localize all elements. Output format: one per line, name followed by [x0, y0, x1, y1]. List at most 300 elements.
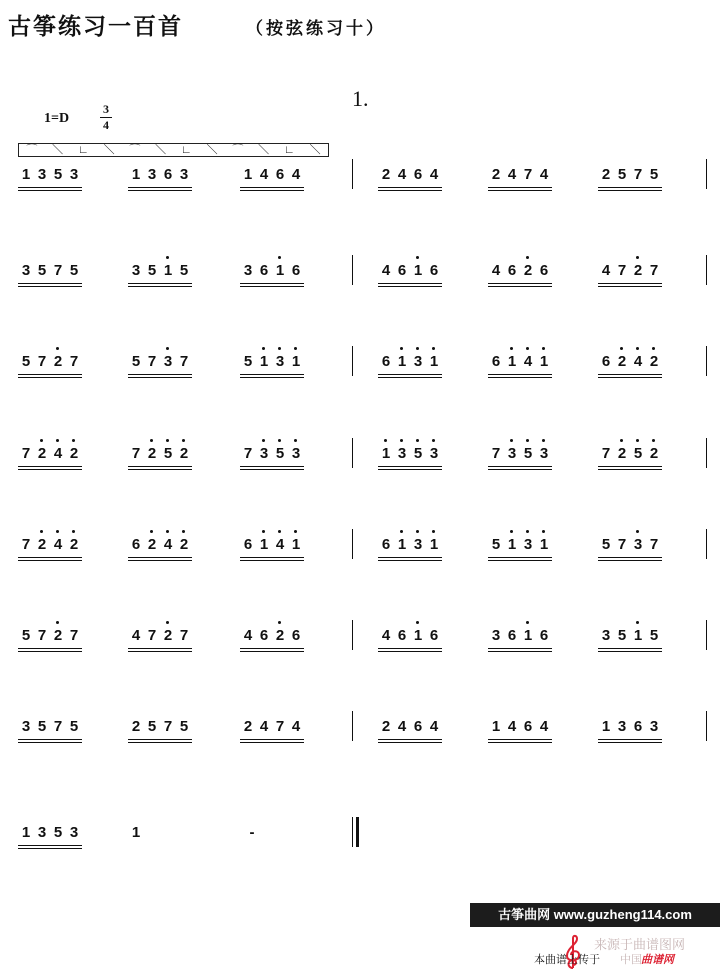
note: 6 — [131, 536, 141, 553]
note: 6 — [259, 262, 269, 279]
underline — [598, 469, 662, 470]
site-banner: 古筝曲网 www.guzheng114.com — [470, 903, 720, 927]
underline — [378, 648, 442, 649]
underline — [18, 848, 82, 849]
note: 5 — [630, 436, 646, 464]
barline — [706, 529, 707, 559]
note: 1 — [601, 718, 611, 735]
underline — [598, 374, 662, 375]
note: 1 — [243, 166, 253, 183]
note: 5 — [601, 536, 611, 553]
note: 2 — [491, 166, 501, 183]
note: 7 — [601, 445, 611, 462]
note: 4 — [491, 262, 501, 279]
underline — [128, 469, 192, 470]
note: 4 — [160, 527, 176, 555]
note: 7 — [275, 718, 285, 735]
note: 2 — [176, 436, 192, 464]
note-group — [378, 436, 442, 468]
note: 3 — [426, 436, 442, 464]
note: 2 — [630, 253, 646, 281]
note-group — [128, 709, 192, 741]
underline — [128, 560, 192, 561]
underline — [18, 377, 82, 378]
note-group — [240, 527, 304, 559]
fingering-mark: ＼ — [155, 144, 167, 156]
note: 1 — [410, 253, 426, 281]
underline — [240, 651, 304, 652]
fingering-mark: ＼ — [206, 144, 218, 156]
underline — [240, 466, 304, 467]
note: 6 — [601, 353, 611, 370]
note: 1 — [504, 344, 520, 372]
note: 3 — [69, 824, 79, 841]
underline — [598, 283, 662, 284]
note: 3 — [410, 527, 426, 555]
underline — [240, 190, 304, 191]
time-signature-top: 3 — [103, 102, 109, 116]
key-signature: 1=D — [44, 111, 70, 126]
note-group — [378, 709, 442, 741]
last-notes — [18, 815, 82, 843]
score-row — [0, 709, 727, 749]
note: 2 — [243, 718, 253, 735]
note: 2 — [34, 527, 50, 555]
note: 7 — [37, 353, 47, 370]
note: 2 — [50, 618, 66, 646]
underline — [488, 469, 552, 470]
note: 4 — [259, 166, 269, 183]
note: 1 — [288, 344, 304, 372]
note: 7 — [69, 627, 79, 644]
underline — [18, 742, 82, 743]
dash: - — [249, 824, 255, 841]
note: 4 — [397, 718, 407, 735]
underline — [18, 845, 82, 846]
note: 5 — [649, 166, 659, 183]
underline — [18, 374, 82, 375]
score-row — [0, 253, 727, 293]
note-group — [598, 157, 662, 189]
note: 4 — [272, 527, 288, 555]
barline — [352, 620, 353, 650]
note: 4 — [539, 166, 549, 183]
note: 5 — [53, 824, 63, 841]
underline — [240, 187, 304, 188]
last-row — [0, 815, 727, 855]
section-mark: 1. — [352, 86, 369, 111]
note-group — [488, 436, 552, 468]
underline — [128, 742, 192, 743]
note: 1 — [256, 527, 272, 555]
note: 4 — [381, 627, 391, 644]
note-group — [598, 436, 662, 468]
fingering-mark: ＼ — [52, 144, 64, 156]
note: 3 — [37, 166, 47, 183]
underline — [240, 742, 304, 743]
underline — [598, 560, 662, 561]
underline — [128, 374, 192, 375]
watermark-site: 曲谱网 — [641, 954, 674, 966]
note: 2 — [131, 718, 141, 735]
note: 1 — [410, 618, 426, 646]
note: 6 — [275, 166, 285, 183]
note-group — [128, 253, 192, 285]
barline — [706, 620, 707, 650]
note: 6 — [507, 627, 517, 644]
underline — [378, 560, 442, 561]
underline — [488, 739, 552, 740]
note: 4 — [630, 344, 646, 372]
underline — [18, 648, 82, 649]
note: 2 — [50, 344, 66, 372]
note: 7 — [649, 536, 659, 553]
note: 3 — [601, 627, 611, 644]
note-group — [18, 709, 82, 741]
fingering-mark: ⌒ — [26, 144, 38, 156]
note-group — [598, 618, 662, 650]
underline — [240, 648, 304, 649]
underline — [488, 742, 552, 743]
note: 7 — [633, 166, 643, 183]
underline — [128, 648, 192, 649]
underline — [488, 190, 552, 191]
note: 1 — [536, 344, 552, 372]
note: 7 — [523, 166, 533, 183]
note: 3 — [410, 344, 426, 372]
underline — [128, 283, 192, 284]
note: 7 — [243, 445, 253, 462]
barline — [706, 159, 707, 189]
underline — [240, 377, 304, 378]
note: 6 — [259, 627, 269, 644]
score-row — [0, 344, 727, 384]
upload-note: 本曲谱上传于 — [534, 954, 600, 966]
note: 6 — [397, 627, 407, 644]
note: 2 — [646, 344, 662, 372]
underline — [488, 374, 552, 375]
note-group — [240, 253, 304, 285]
note: 1 — [426, 527, 442, 555]
note: 7 — [649, 262, 659, 279]
last-note-group — [18, 815, 82, 847]
note: 4 — [507, 166, 517, 183]
note: 3 — [243, 262, 253, 279]
underline — [240, 374, 304, 375]
underline — [378, 190, 442, 191]
barline — [706, 255, 707, 285]
note-group — [378, 344, 442, 376]
note: 5 — [37, 262, 47, 279]
underline — [18, 187, 82, 188]
note: 7 — [163, 718, 173, 735]
underline — [598, 739, 662, 740]
underline — [488, 651, 552, 652]
note: 6 — [163, 166, 173, 183]
note: 4 — [243, 627, 253, 644]
barline — [706, 438, 707, 468]
underline — [488, 377, 552, 378]
note: 6 — [429, 262, 439, 279]
note: 5 — [37, 718, 47, 735]
note: 7 — [617, 536, 627, 553]
watermark-china: 中国 — [620, 954, 642, 966]
barline — [706, 346, 707, 376]
fingering-mark: ＼ — [309, 144, 321, 156]
underline — [128, 187, 192, 188]
underline — [488, 557, 552, 558]
underline — [240, 286, 304, 287]
note: 6 — [413, 718, 423, 735]
barline — [352, 438, 353, 468]
note: 3 — [272, 344, 288, 372]
note: 7 — [69, 353, 79, 370]
note-group — [18, 157, 82, 189]
note-group — [598, 709, 662, 741]
underline — [128, 739, 192, 740]
note: 6 — [291, 627, 301, 644]
underline — [598, 557, 662, 558]
note-group — [128, 344, 192, 376]
note: 3 — [394, 436, 410, 464]
score-row — [0, 527, 727, 567]
note: 5 — [147, 262, 157, 279]
note: 1 — [272, 253, 288, 281]
note: 6 — [429, 627, 439, 644]
page-title: 古筝练习一百首 — [8, 13, 183, 39]
note-group — [128, 436, 192, 468]
note: 4 — [397, 166, 407, 183]
note: 5 — [69, 262, 79, 279]
note: 3 — [37, 824, 47, 841]
underline — [128, 651, 192, 652]
note: 1 — [131, 824, 141, 841]
note: 1 — [378, 436, 394, 464]
underline — [240, 283, 304, 284]
underline — [240, 469, 304, 470]
note: 7 — [53, 718, 63, 735]
note: 1 — [630, 618, 646, 646]
note-group — [128, 157, 192, 189]
underline — [18, 651, 82, 652]
note: 1 — [21, 166, 31, 183]
note: 6 — [397, 262, 407, 279]
note: 4 — [291, 718, 301, 735]
note: 6 — [291, 262, 301, 279]
barline — [352, 346, 353, 376]
note: 1 — [256, 344, 272, 372]
underline — [18, 739, 82, 740]
note: 6 — [507, 262, 517, 279]
note: 3 — [536, 436, 552, 464]
note: 3 — [649, 718, 659, 735]
note: 7 — [179, 353, 189, 370]
time-signature — [100, 103, 112, 132]
note-group — [18, 344, 82, 376]
note: 2 — [66, 436, 82, 464]
underline — [378, 374, 442, 375]
note: 7 — [21, 536, 31, 553]
note-group — [378, 618, 442, 650]
underline — [378, 466, 442, 467]
underline — [18, 557, 82, 558]
note: 5 — [160, 436, 176, 464]
note: 7 — [37, 627, 47, 644]
note: 5 — [617, 627, 627, 644]
fingering-row — [18, 143, 329, 157]
note: 7 — [53, 262, 63, 279]
note: 5 — [147, 718, 157, 735]
note-group — [240, 157, 304, 189]
note: 4 — [507, 718, 517, 735]
note: 3 — [256, 436, 272, 464]
note: 3 — [630, 527, 646, 555]
note: 1 — [394, 527, 410, 555]
note: 2 — [381, 718, 391, 735]
note-group — [240, 344, 304, 376]
note: 5 — [21, 353, 31, 370]
note: 6 — [381, 536, 391, 553]
note: 1 — [426, 344, 442, 372]
note: 3 — [160, 344, 176, 372]
underline — [598, 466, 662, 467]
note: 6 — [539, 262, 549, 279]
note: 3 — [179, 166, 189, 183]
note: 2 — [176, 527, 192, 555]
score-row — [0, 618, 727, 658]
underline — [598, 187, 662, 188]
note: 1 — [288, 527, 304, 555]
note-group — [128, 618, 192, 650]
note: 2 — [646, 436, 662, 464]
note: 4 — [50, 527, 66, 555]
underline — [378, 557, 442, 558]
note-group — [598, 344, 662, 376]
underline — [18, 466, 82, 467]
note: 5 — [649, 627, 659, 644]
note: 7 — [491, 445, 501, 462]
note: 4 — [520, 344, 536, 372]
note: 4 — [381, 262, 391, 279]
underline — [598, 648, 662, 649]
note: 2 — [160, 618, 176, 646]
barline — [352, 159, 353, 189]
note: 7 — [131, 445, 141, 462]
end-barline-thin — [352, 817, 353, 847]
barline — [352, 255, 353, 285]
note-group — [488, 527, 552, 559]
underline — [18, 469, 82, 470]
underline — [598, 286, 662, 287]
note: 2 — [34, 436, 50, 464]
note-group — [18, 253, 82, 285]
note: 7 — [21, 445, 31, 462]
note-group — [378, 253, 442, 285]
note: 2 — [601, 166, 611, 183]
note: 2 — [381, 166, 391, 183]
underline — [378, 651, 442, 652]
note: 6 — [539, 627, 549, 644]
note: 5 — [131, 353, 141, 370]
note: 3 — [69, 166, 79, 183]
note: 2 — [614, 436, 630, 464]
note: 4 — [50, 436, 66, 464]
barline — [706, 711, 707, 741]
note: 2 — [614, 344, 630, 372]
note: 4 — [131, 627, 141, 644]
note-group — [240, 618, 304, 650]
note: 1 — [536, 527, 552, 555]
note: 6 — [633, 718, 643, 735]
score-row — [0, 436, 727, 476]
note: 3 — [504, 436, 520, 464]
end-barline-thick — [356, 817, 359, 847]
barline — [352, 711, 353, 741]
fingering-mark: ⌒ — [129, 144, 141, 156]
underline — [378, 283, 442, 284]
note: 4 — [539, 718, 549, 735]
underline — [378, 469, 442, 470]
note: 2 — [66, 527, 82, 555]
note: 5 — [520, 436, 536, 464]
fingering-mark: ＼ — [258, 144, 270, 156]
note: 7 — [147, 627, 157, 644]
underline — [378, 286, 442, 287]
note: 2 — [520, 253, 536, 281]
note: 1 — [21, 824, 31, 841]
note: 3 — [491, 627, 501, 644]
note: 3 — [147, 166, 157, 183]
underline — [128, 466, 192, 467]
note-group — [488, 618, 552, 650]
underline — [378, 377, 442, 378]
note: 4 — [601, 262, 611, 279]
note: 5 — [272, 436, 288, 464]
note-group — [598, 253, 662, 285]
note-group — [598, 527, 662, 559]
note: 1 — [504, 527, 520, 555]
underline — [128, 557, 192, 558]
underline — [128, 286, 192, 287]
underline — [240, 739, 304, 740]
underline — [488, 466, 552, 467]
underline — [18, 560, 82, 561]
note: 3 — [288, 436, 304, 464]
fingering-mark: ＼ — [103, 144, 115, 156]
note: 5 — [243, 353, 253, 370]
note: 7 — [179, 627, 189, 644]
note: 5 — [179, 262, 189, 279]
note: 6 — [413, 166, 423, 183]
underline — [488, 187, 552, 188]
score-row — [0, 157, 727, 197]
underline — [378, 739, 442, 740]
fingering-mark: ∟ — [77, 144, 89, 156]
note: 1 — [131, 166, 141, 183]
note: 5 — [69, 718, 79, 735]
underline — [378, 187, 442, 188]
note: 4 — [429, 718, 439, 735]
note-group — [18, 618, 82, 650]
underline — [488, 560, 552, 561]
note-group — [378, 157, 442, 189]
underline — [18, 190, 82, 191]
underline — [598, 190, 662, 191]
note: 3 — [520, 527, 536, 555]
underline — [598, 377, 662, 378]
note-group — [378, 527, 442, 559]
page-subtitle: （按弦练习十） — [246, 19, 386, 38]
